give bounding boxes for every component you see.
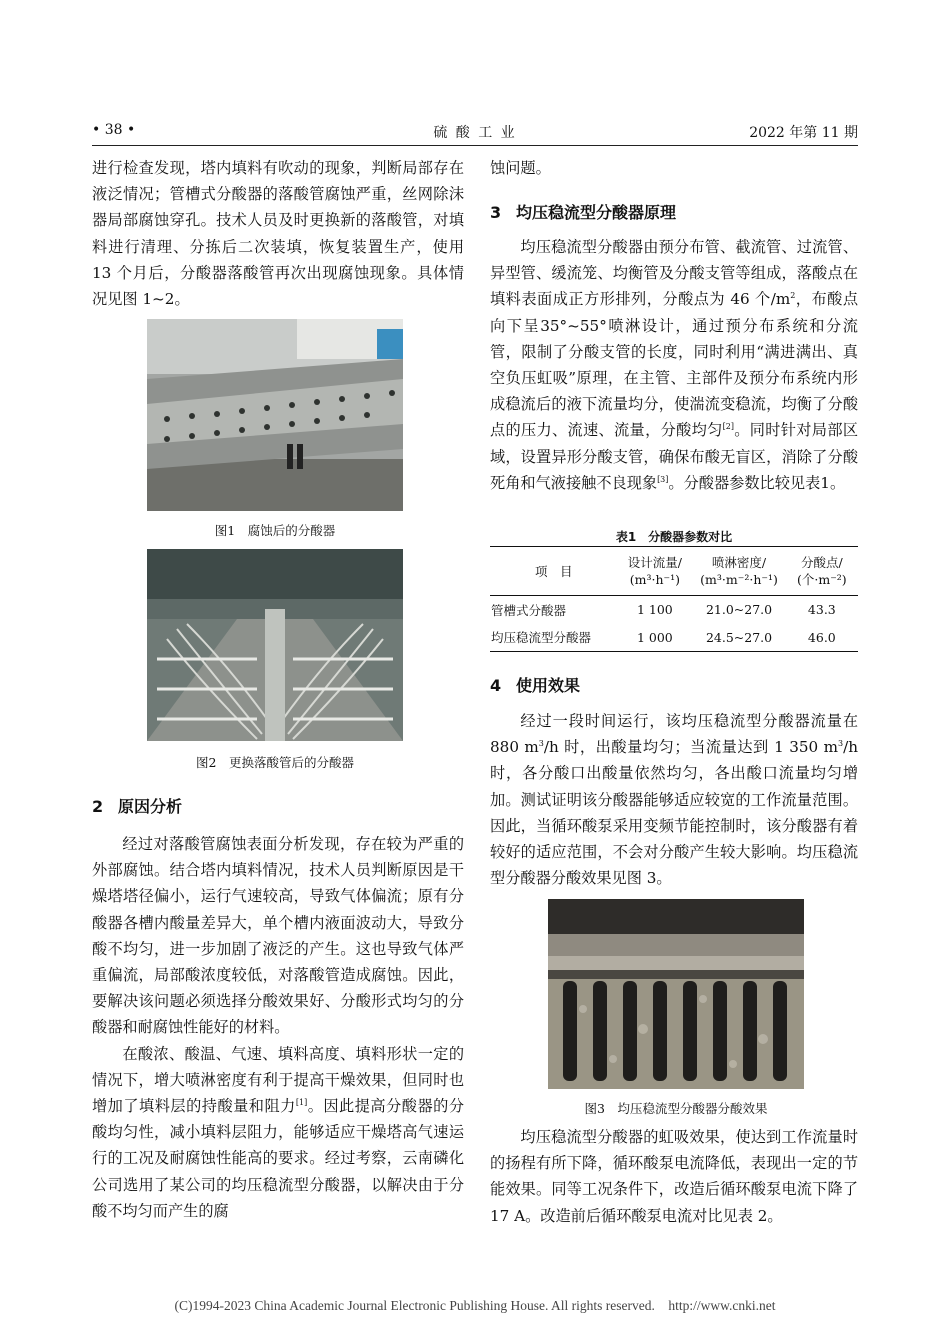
citation-1: [1]	[295, 1097, 308, 1107]
section-3-number: 3	[490, 203, 502, 222]
table-header-item: 项 目	[534, 564, 573, 579]
section-3-heading	[490, 200, 676, 223]
figure-3-caption: 图3 均压稳流型分酸器分酸效果	[584, 1101, 768, 1116]
section-3-body	[490, 234, 858, 496]
table-cell: 管槽式分酸器	[491, 602, 567, 618]
section-4-number: 4	[490, 676, 502, 695]
citation-2: [2]	[722, 422, 734, 432]
left-intro	[92, 155, 464, 312]
section-2-number: 2	[92, 797, 104, 816]
figure-2-photo	[147, 549, 403, 741]
section-2-paragraph-2: 在酸浓、酸温、气速、填料高度、填料形状一定的情况下，增大喷淋密度有利于提高干燥效果，但同时也增加了填料层的持酸量和阻力[1]。因此提高分酸器的分酸均匀性，减小填料层阻力，能够适应干燥塔高气速运行的工况及耐腐蚀性能高的要求。经过考察，云南磷化公司选用了某公司的均压稳流型分酸器，以解决由于分酸不均匀而产生的腐	[92, 1044, 465, 1220]
section-4-body	[490, 708, 858, 891]
table-cell: 1 100	[636, 602, 673, 618]
citation-3: [3]	[657, 474, 669, 484]
section-4-title: 使用效果	[516, 676, 581, 695]
header-rule	[92, 145, 858, 146]
table-1	[490, 546, 858, 652]
right-continuation	[490, 155, 858, 181]
table-header-points: 分酸点/ (个·m⁻²)	[797, 555, 847, 587]
section-3-paragraph: 均压稳流型分酸器由预分布管、截流管、过流管、异型管、缓流笼、均衡管及分酸支管等组成，落酸点在填料表面成正方形排列，分酸点为 46 个$/m^2$，布酸点向下呈35°~55°喷淋设计，通过预分布系统和分流管，限制了分酸支管的长度，同时利用“满进满出、真空负压虹吸”原理，在主管、主部件及预分布系统内形成稳流后的液下流量均分，使湍流变稳流，均衡了分酸点的压力、流速、流量，分酸均匀[2]。同时针对局部区域，设置异形分酸支管，确保布酸无盲区，消除了分酸死角和气液接触不良现象[3]。分酸器参数比较见表1。	[490, 238, 859, 492]
table-cell: 43.3	[807, 602, 836, 618]
table-cell: 24.5~27.0	[705, 629, 773, 645]
section-2-title: 原因分析	[118, 797, 183, 816]
section-4-paragraph-2: 均压稳流型分酸器的虹吸效果，使达到工作流量时的扬程有所下降，循环酸泵电流降低，表现出一定的节能效果。同等工况条件下，改造后循环酸泵电流下降了 17 A。改造前后循环酸泵电流对比见表 2。	[490, 1128, 858, 1225]
table-header-flow: 设计流量/ (m³·h⁻¹)	[627, 555, 682, 587]
table-row	[490, 624, 858, 652]
page-number: • 38 •	[92, 122, 136, 138]
table-cell: 1 000	[636, 629, 673, 645]
section-4-body-2	[490, 1124, 858, 1229]
superscript-2: 2	[790, 291, 796, 301]
footer-url[interactable]: http://www.cnki.net	[668, 1298, 776, 1313]
table-cell: 均压稳流型分酸器	[491, 630, 592, 646]
section-2-paragraph-1: 经过对落酸管腐蚀表面分析发现，存在较为严重的外部腐蚀。结合塔内填料情况，技术人员判断原因是干燥塔塔径偏小，运行气速较高，导致气体偏流；原有分酸器各槽内酸量差异大，单个槽内液面波动大，导致分酸不均匀，进一步加剧了液泛的产生。这也导致气体严重偏流，局部酸浓度较低，对落酸管造成腐蚀。因此，要解决该问题必须选择分酸效果好、分酸形式均匀的分酸器和耐腐蚀性能好的材料。	[92, 835, 464, 1037]
figure-1-caption: 图1 腐蚀后的分酸器	[214, 523, 336, 538]
figure-3-photo	[548, 899, 804, 1089]
table-1-title: 表1 分酸器参数对比	[615, 530, 733, 544]
section-3-title: 均压稳流型分酸器原理	[516, 203, 677, 222]
table-header-density: 喷淋密度/ (m³·m⁻²·h⁻¹)	[700, 555, 778, 587]
section-4-paragraph-1: 经过一段时间运行，该均压稳流型分酸器流量在 880 $m^3/h$ 时，出酸量均匀；当流量达到 1 350 $m^3/h$ 时，各分酸口出酸量依然均匀，各出酸口流量均匀增加。测试证明该分酸器能够适应较宽的工作流量范围。因此，当循环酸泵采用变频节能控制时，该分酸器有着较好的适应范围，不会对分酸产生较大影响。均压稳流型分酸器分酸效果见图 3。	[490, 712, 859, 888]
issue-label: 2022 年第 11 期	[749, 125, 858, 141]
figure-1-photo	[147, 319, 403, 511]
section-4-heading	[490, 673, 580, 696]
table-cell: 21.0~27.0	[705, 602, 773, 618]
footer-copyright: (C)1994-2023 China Academic Journal Electronic Publishing House. All rights reserved.	[174, 1298, 655, 1313]
continuation-text: 蚀问题。	[490, 159, 551, 177]
section-2-body	[92, 831, 464, 1224]
table-cell: 46.0	[807, 629, 836, 645]
section-2-heading	[92, 794, 182, 817]
intro-paragraph: 进行检查发现，塔内填料有吹动的现象，判断局部存在液泛情况；管槽式分酸器的落酸管腐蚀严重，丝网除沫器局部腐蚀穿孔。技术人员及时更换新的落酸管，对填料进行清理、分拣后二次装填，恢复装置生产，使用 13 个月后，分酸器落酸管再次出现腐蚀现象。具体情况见图 1~2。	[92, 159, 464, 309]
figure-2-caption: 图2 更换落酸管后的分酸器	[196, 755, 354, 770]
footer	[0, 1298, 950, 1314]
journal-name: 硫 酸 工 业	[433, 125, 517, 141]
table-row	[490, 596, 858, 624]
